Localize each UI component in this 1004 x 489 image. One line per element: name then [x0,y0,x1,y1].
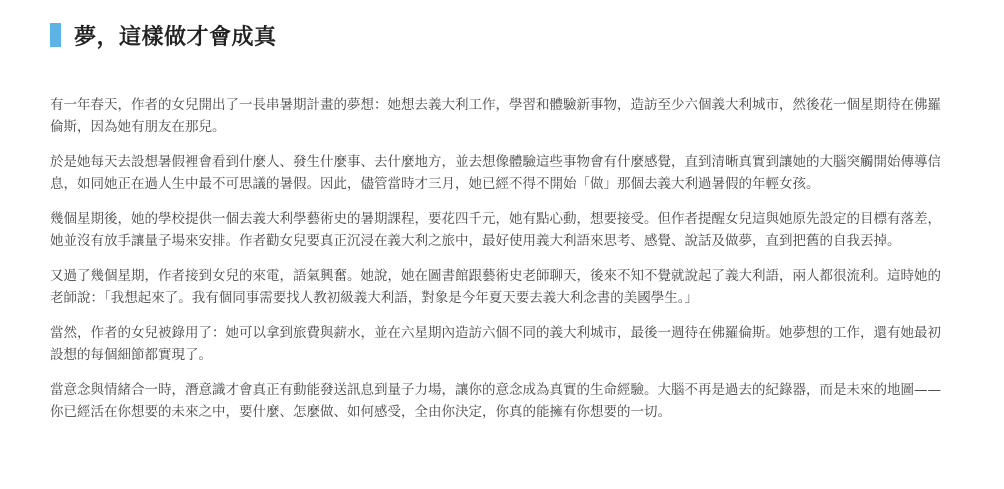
paragraph-6: 當意念與情緒合一時，潛意識才會真正有動能發送訊息到量子力場，讓你的意念成為真實的生命經驗。大腦不再是過去的紀錄器，而是未來的地圖——你已經活在你想要的未來之中，要什麼、怎麼做、如何感受，全由你決定，你真的能擁有你想要的一切。 [50,382,941,420]
paragraph-5: 當然，作者的女兒被錄用了：她可以拿到旅費與薪水，並在六星期內造訪六個不同的義大利城市，最後一週待在佛羅倫斯。她夢想的工作，還有她最初設想的每個細節都實現了。 [50,325,941,363]
article-title: 夢，這樣做才會成真 [74,24,277,50]
paragraph-3: 幾個星期後，她的學校提供一個去義大利學藝術史的暑期課程，要花四千元，她有點心動，想要接受。但作者提醒女兒這與她原先設定的目標有落差，她並沒有放手讓量子場來安排。作者勸女兒要真正沉浸在義大利之旅中，最好使用義大利語來思考、感覺、說話及做夢，直到把舊的自我丟掉。 [50,211,941,249]
paragraph-2: 於是她每天去設想暑假裡會看到什麼人、發生什麼事、去什麼地方，並去想像體驗這些事物會有什麼感覺，直到清晰真實到讓她的大腦突觸開始傳導信息，如同她正在過人生中最不可思議的暑假。因此，儘管當時才三月，她已經不得不開始「做」那個去義大利過暑假的年輕女孩。 [50,154,941,192]
paragraph-4: 又過了幾個星期，作者接到女兒的來電，語氣興奮。她說，她在圖書館跟藝術史老師聊天，後來不知不覺就說起了義大利語，兩人都很流利。這時她的老師說：「我想起來了。我有個同事需要找人教初級義大利語，對象是今年夏天要去義大利念書的美國學生。」 [50,268,941,306]
article-body [50,94,954,423]
paragraph-1: 有一年春天，作者的女兒開出了一長串暑期計畫的夢想：她想去義大利工作，學習和體驗新事物，造訪至少六個義大利城市，然後花一個星期待在佛羅倫斯，因為她有朋友在那兒。 [50,97,941,135]
title-row [50,18,954,52]
title-accent-bar [50,23,61,47]
